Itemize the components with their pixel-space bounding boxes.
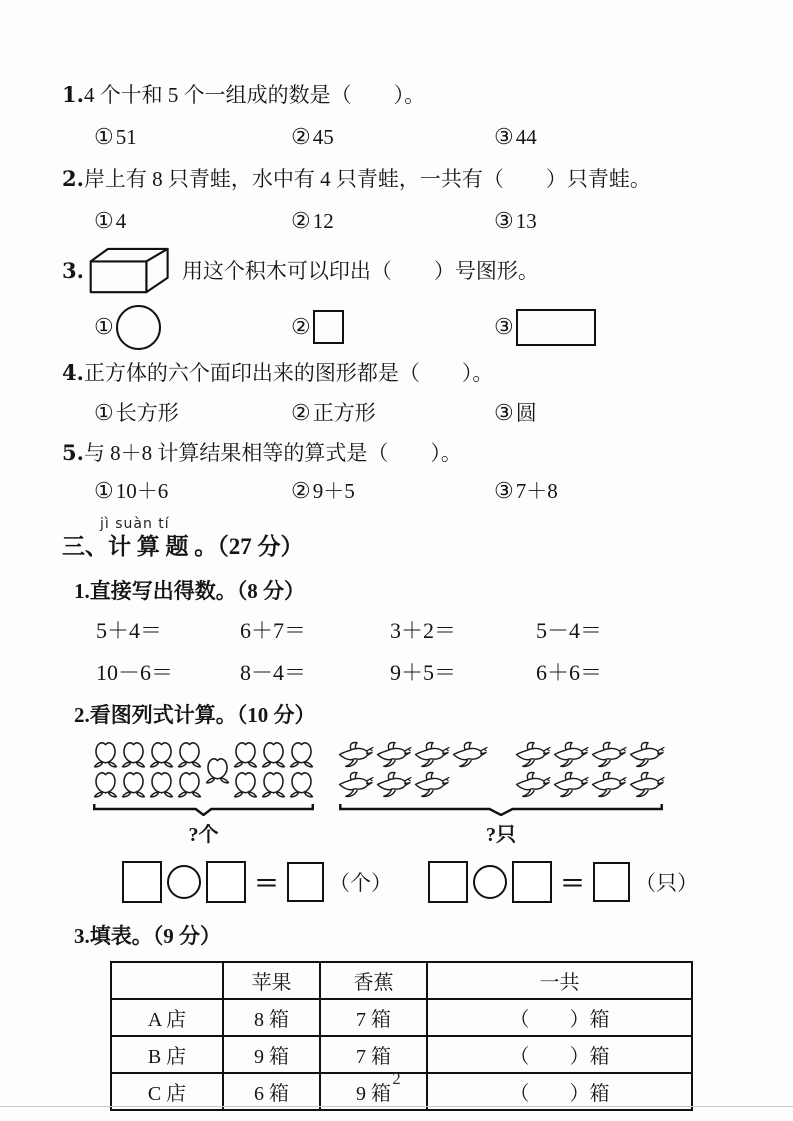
question-2-number: 2. xyxy=(62,166,84,191)
question-3-options xyxy=(94,304,735,350)
circled-1-icon: ① xyxy=(94,400,114,425)
dove-icon xyxy=(514,740,551,769)
dove-icon xyxy=(413,740,450,769)
question-5 xyxy=(62,438,735,468)
question-3-text: 用这个积木可以印出（ ）号图形。 xyxy=(181,259,539,283)
peach-cluster xyxy=(92,740,315,800)
header-banana: 香蕉 xyxy=(320,962,427,999)
circled-3-icon: ③ xyxy=(494,478,514,503)
peach-icon xyxy=(148,740,175,769)
peach-icon xyxy=(148,770,175,799)
option-5-2 xyxy=(291,476,494,506)
dove-cluster xyxy=(337,740,665,800)
question-5-options xyxy=(94,476,735,506)
circled-3-icon: ③ xyxy=(494,314,514,339)
dove-icon xyxy=(375,770,412,799)
picture-problems xyxy=(92,740,735,847)
unit-label: （只） xyxy=(635,871,699,895)
dove-icon xyxy=(552,740,589,769)
peach-left-block xyxy=(92,740,203,800)
option-3-2 xyxy=(291,310,494,344)
dove-figure xyxy=(337,740,665,847)
header-total: 一共 xyxy=(427,962,692,999)
option-2-3 xyxy=(494,206,735,236)
pinyin-annotation: jì suàn tí xyxy=(100,516,170,532)
option-4-1 xyxy=(94,398,291,428)
peach-question-label: ?个 xyxy=(188,824,219,846)
peach-equation xyxy=(122,861,392,903)
section-3-title: 三、计 算 题 。（27 分） xyxy=(62,534,304,559)
circled-1-icon: ① xyxy=(94,124,114,149)
dove-icon xyxy=(337,770,374,799)
calc-problem: 6＋6＝ xyxy=(536,660,603,685)
circled-2-icon: ② xyxy=(291,124,311,149)
circled-1-icon: ① xyxy=(94,208,114,233)
calc-problem: 9＋5＝ xyxy=(390,660,457,685)
peach-icon xyxy=(260,740,287,769)
sub3-title: 3.填表。（9 分） xyxy=(74,924,221,948)
peach-icon xyxy=(92,770,119,799)
equation-answer-row xyxy=(122,861,735,903)
option-3-1 xyxy=(94,305,291,350)
table-row xyxy=(111,1036,692,1073)
dove-icon xyxy=(413,770,450,799)
question-5-number: 5. xyxy=(62,440,84,465)
circle-shape xyxy=(116,305,161,350)
option-text: 44 xyxy=(515,125,537,149)
option-4-2 xyxy=(291,398,494,428)
peach-icon xyxy=(120,740,147,769)
calc-row-2 xyxy=(96,658,735,688)
circled-1-icon: ① xyxy=(94,478,114,503)
option-1-1 xyxy=(94,122,291,152)
question-2-text: 岸上有 8 只青蛙，水中有 4 只青蛙，一共有（ ）只青蛙。 xyxy=(83,167,651,191)
sub1-title: 1.直接写出得数。（8 分） xyxy=(74,579,305,603)
cuboid-block-icon xyxy=(86,246,180,296)
option-text: 51 xyxy=(115,125,137,149)
underbrace-icon xyxy=(92,802,315,816)
question-1-number: 1. xyxy=(62,82,84,107)
dove-icon xyxy=(628,740,665,769)
dove-icon xyxy=(451,740,488,769)
peach-icon xyxy=(288,740,315,769)
circled-3-icon: ③ xyxy=(494,208,514,233)
question-4-number: 4. xyxy=(62,360,84,385)
calc-row-1 xyxy=(96,616,735,646)
calc-problem: 8－4＝ xyxy=(240,660,307,685)
question-4 xyxy=(62,358,735,388)
question-4-options xyxy=(94,398,735,428)
peach-icon xyxy=(176,770,203,799)
option-text: 45 xyxy=(312,125,334,149)
question-1-options xyxy=(94,122,735,152)
header-apple: 苹果 xyxy=(223,962,320,999)
circled-2-icon: ② xyxy=(291,478,311,503)
circled-2-icon: ② xyxy=(291,314,311,339)
dove-icon xyxy=(514,770,551,799)
number-box[interactable] xyxy=(428,861,468,903)
result-box[interactable] xyxy=(287,862,324,902)
option-text: 4 xyxy=(115,209,127,233)
question-5-text: 与 8＋8 计算结果相等的算式是（ ）。 xyxy=(83,441,462,465)
calc-problem: 3＋2＝ xyxy=(390,618,457,643)
question-2 xyxy=(62,164,735,194)
option-text: 正方形 xyxy=(312,401,376,425)
peach-icon xyxy=(176,740,203,769)
banana-count: 7 箱 xyxy=(320,1036,427,1073)
number-box[interactable] xyxy=(512,861,552,903)
option-text: 13 xyxy=(515,209,537,233)
apple-count: 9 箱 xyxy=(223,1036,320,1073)
option-text: 7＋8 xyxy=(515,479,558,503)
dove-icon xyxy=(337,740,374,769)
option-text: 9＋5 xyxy=(312,479,355,503)
peach-icon xyxy=(204,756,231,785)
calc-problem: 5＋4＝ xyxy=(96,618,163,643)
dove-question-label: ?只 xyxy=(486,824,516,846)
peach-icon xyxy=(120,770,147,799)
table-header-row xyxy=(111,962,692,999)
equals-sign: ＝ xyxy=(254,871,280,898)
store-name: C 店 xyxy=(111,1073,223,1110)
rectangle-shape xyxy=(516,309,596,346)
option-text: 12 xyxy=(312,209,334,233)
option-1-2 xyxy=(291,122,494,152)
peach-figure xyxy=(92,740,315,847)
option-2-1 xyxy=(94,206,291,236)
question-2-options xyxy=(94,206,735,236)
number-box[interactable] xyxy=(206,861,246,903)
operator-circle[interactable] xyxy=(473,865,507,899)
circled-2-icon: ② xyxy=(291,400,311,425)
option-text: 10＋6 xyxy=(115,479,169,503)
dove-icon xyxy=(552,770,589,799)
question-1-text: 4 个十和 5 个一组成的数是（ ）。 xyxy=(83,83,426,107)
question-4-text: 正方体的六个面印出来的图形都是（ ）。 xyxy=(83,361,494,385)
option-3-3 xyxy=(494,309,735,346)
table-row xyxy=(111,999,692,1036)
peach-icon xyxy=(232,740,259,769)
option-5-1 xyxy=(94,476,291,506)
peach-icon xyxy=(92,740,119,769)
apple-count: 8 箱 xyxy=(223,999,320,1036)
circled-3-icon: ③ xyxy=(494,124,514,149)
section-3-heading xyxy=(62,516,735,562)
dove-right-block xyxy=(514,740,665,800)
circled-3-icon: ③ xyxy=(494,400,514,425)
dove-left-block xyxy=(337,740,488,800)
option-5-3 xyxy=(494,476,735,506)
calc-problem: 6＋7＝ xyxy=(240,618,307,643)
total-answer-blank[interactable]: （ ）箱 xyxy=(427,1036,692,1073)
store-name: A 店 xyxy=(111,999,223,1036)
number-box[interactable] xyxy=(122,861,162,903)
unit-label: （个） xyxy=(329,871,393,895)
banana-count: 7 箱 xyxy=(320,999,427,1036)
peach-middle xyxy=(204,740,231,800)
total-answer-blank[interactable]: （ ）箱 xyxy=(427,999,692,1036)
dove-icon xyxy=(590,770,627,799)
operator-circle[interactable] xyxy=(167,865,201,899)
dove-icon xyxy=(628,770,665,799)
option-4-3 xyxy=(494,398,735,428)
apple-count: 6 箱 xyxy=(223,1073,320,1110)
total-answer-blank[interactable]: （ ）箱 xyxy=(427,1073,692,1110)
option-1-3 xyxy=(494,122,735,152)
equals-sign: ＝ xyxy=(560,871,586,898)
peach-right-block xyxy=(232,740,315,800)
store-name: B 店 xyxy=(111,1036,223,1073)
page-number: 2 xyxy=(392,1069,401,1088)
dove-equation xyxy=(428,861,698,903)
option-text: 圆 xyxy=(515,401,537,425)
option-text: 长方形 xyxy=(115,401,179,425)
sub2-title: 2.看图列式计算。（10 分） xyxy=(74,703,316,727)
circled-2-icon: ② xyxy=(291,208,311,233)
dove-icon xyxy=(375,740,412,769)
result-box[interactable] xyxy=(593,862,630,902)
calc-problem: 10－6＝ xyxy=(96,660,174,685)
option-2-2 xyxy=(291,206,494,236)
page-bottom-rule xyxy=(0,1106,793,1107)
question-1 xyxy=(62,80,735,110)
question-3 xyxy=(62,246,735,296)
banana-count: 9 箱 xyxy=(320,1073,427,1110)
circled-1-icon: ① xyxy=(94,314,114,339)
peach-icon xyxy=(232,770,259,799)
square-shape xyxy=(313,310,344,344)
cluster-gap xyxy=(488,740,514,800)
underbrace-icon xyxy=(337,802,665,816)
header-blank xyxy=(111,962,223,999)
peach-icon xyxy=(288,770,315,799)
peach-icon xyxy=(260,770,287,799)
question-3-number: 3. xyxy=(62,258,84,283)
dove-icon xyxy=(590,740,627,769)
calc-problem: 5－4＝ xyxy=(536,618,603,643)
